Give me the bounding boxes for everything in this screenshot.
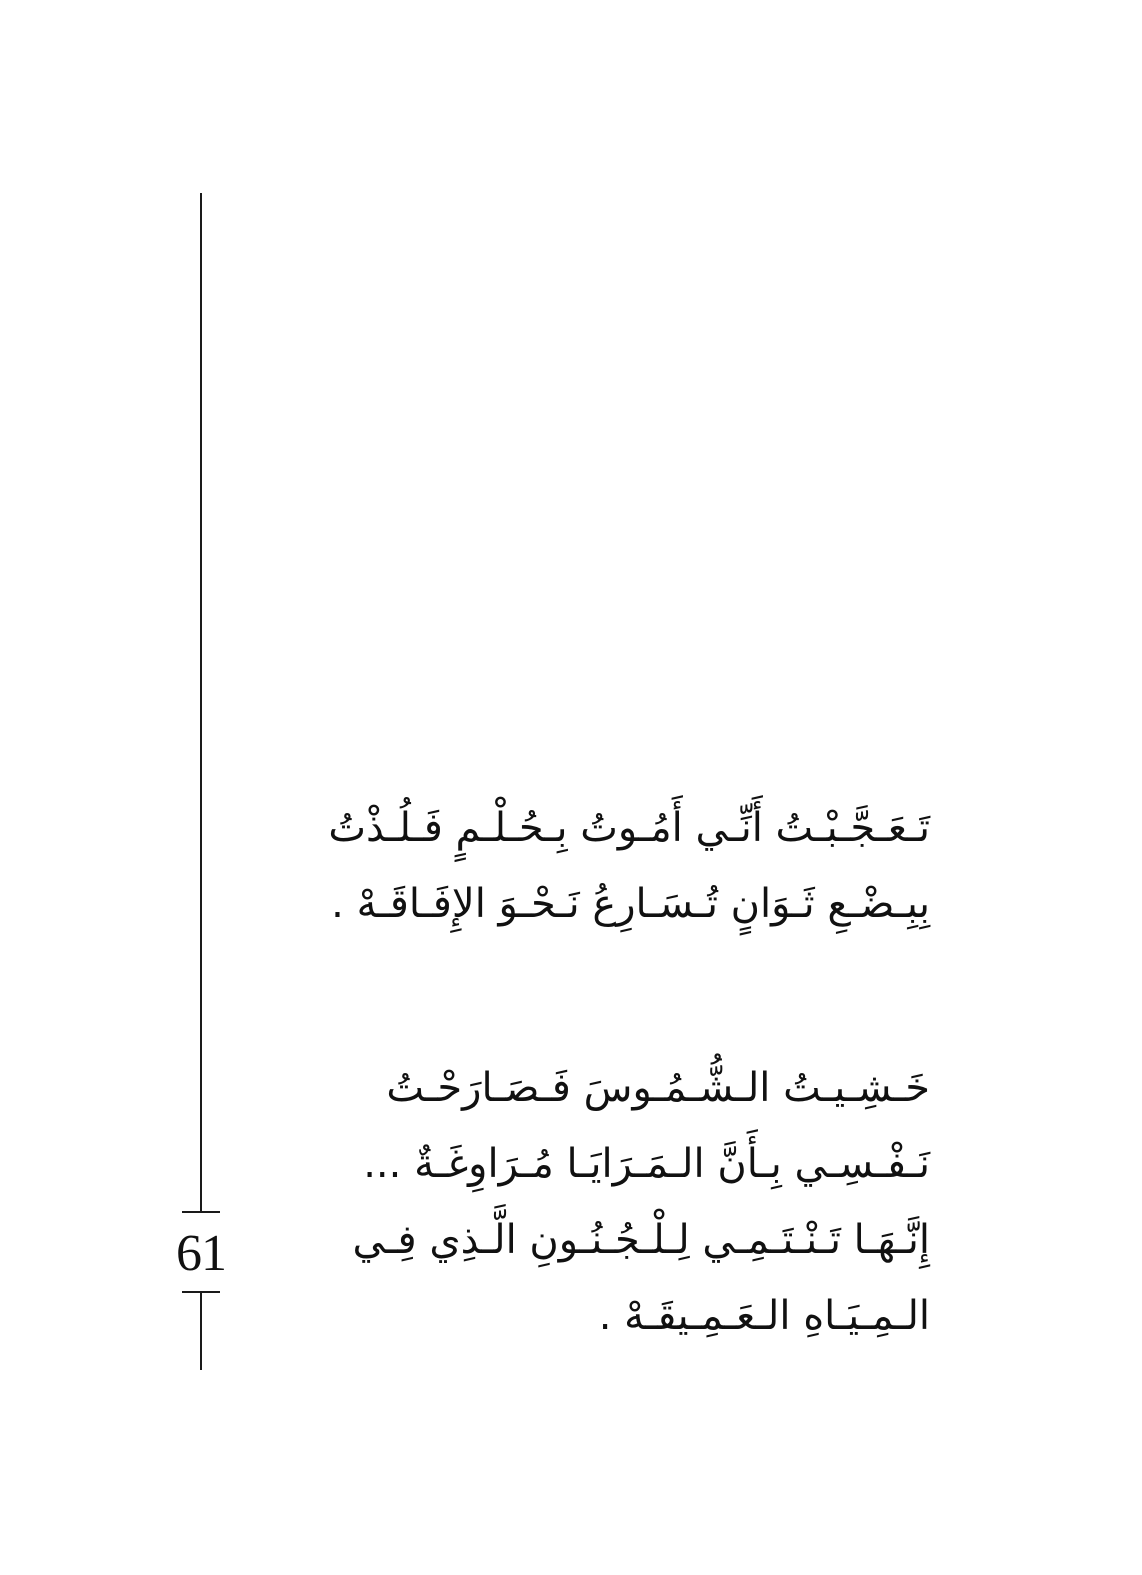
poem-line: الـمِـيَـاهِ الـعَـمِـيقَـهْ . (598, 1293, 930, 1339)
poem-stanza-2 (290, 1050, 930, 1354)
margin-rule-top (200, 193, 202, 1213)
poem-stanza-1 (290, 790, 930, 942)
poem-line: خَـشِـيـتُ الـشُّـمُـوسَ فَـصَـارَحْـتُ (386, 1065, 930, 1111)
poem-line: بِبِـضْـعِ ثَـوَانٍ تُـسَـارِعُ نَـحْـوَ الإِفَـاقَـهْ . (331, 881, 930, 927)
page-number: 61 (176, 1225, 226, 1282)
poem-line: إِنَّـهَـا تَـنْـتَـمِـي لِـلْـجُـنُـونِ الَّـذِي فِـي (352, 1217, 930, 1263)
margin-rule-tick-upper (182, 1211, 220, 1213)
poem-line: تَـعَـجَّـبْـتُ أَنِّـي أَمُـوتُ بِـحُـلْـمٍ فَـلُـذْتُ (328, 805, 930, 851)
poem-line: نَـفْـسِـي بِـأَنَّ الـمَـرَايَـا مُـرَاوِغَـةٌ ... (363, 1141, 930, 1187)
margin-rule-bottom (200, 1292, 202, 1370)
